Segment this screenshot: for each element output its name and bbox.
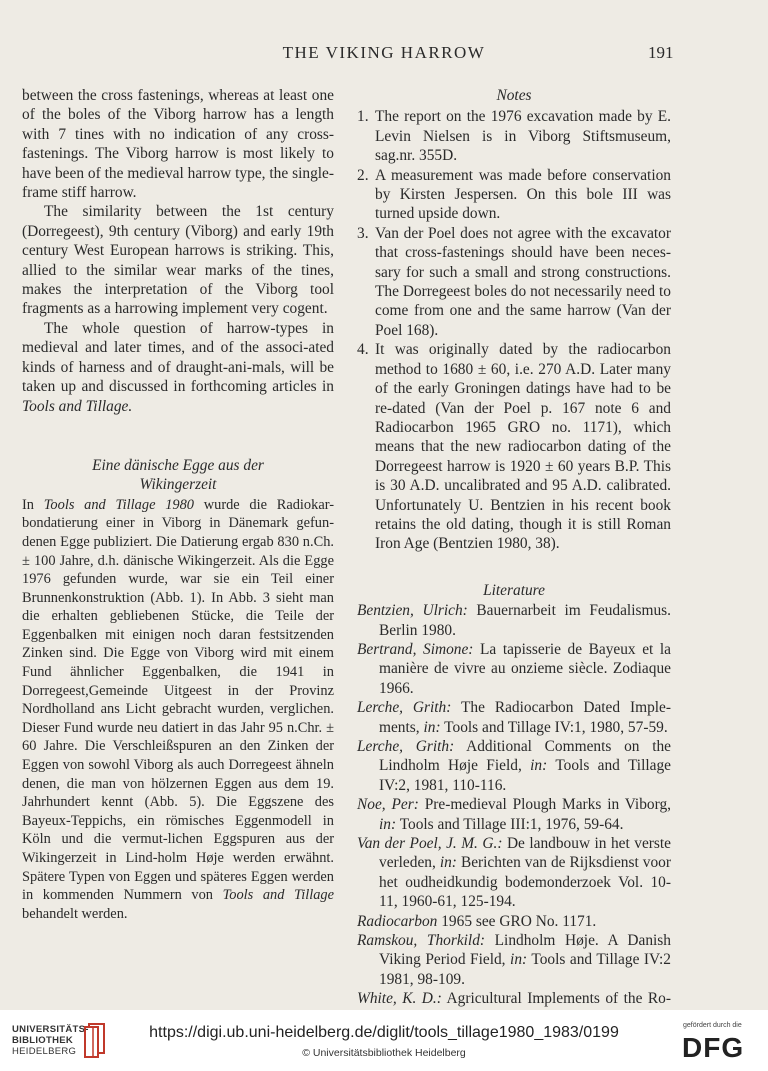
note-number: 2. <box>357 166 369 184</box>
note-item <box>357 166 671 224</box>
permalink-url[interactable]: https://digi.ub.uni-heidelberg.de/diglit/tools_tillage1980_1983/0199 <box>149 1024 619 1041</box>
reference-source: Tools and Tillage IV:2 1981, 98-109. <box>379 951 671 988</box>
reference-author: Lerche, Grith: <box>357 699 452 717</box>
reference-source: Tools and Tillage IV:1, 1980, 57-59. <box>444 718 668 736</box>
german-summary-heading <box>22 456 334 495</box>
german-summary <box>22 496 334 924</box>
library-line-1: UNIVERSITÄTS- <box>12 1024 89 1035</box>
note-item <box>357 340 671 553</box>
paragraph-text: The whole question of harrow-types in medieval and later times, and of the associ-ated kinds of harness and of draught-ani-mals, will be taken up and discussed in forthcoming articles in <box>22 319 334 396</box>
literature-list <box>357 601 671 1028</box>
german-heading-line-1: Eine dänische Egge aus der <box>92 456 264 474</box>
reference-author: Ramskou, Thorkild: <box>357 932 486 950</box>
left-column <box>22 86 334 923</box>
reference-title: Lindholm Høje. A Danish Viking Period Field, <box>379 932 671 969</box>
footer-bar <box>0 1010 768 1071</box>
reference-author: Lerche, Grith: <box>357 738 455 755</box>
reference-item <box>357 834 671 912</box>
note-number: 1. <box>357 108 369 126</box>
reference-title: Additional Comments on the Lindholm Høje Field, <box>379 738 672 775</box>
note-text: A measurement was made before conservation by Kirsten Jespersen. On this bole III was turned upside down. <box>375 166 671 223</box>
reference-source: Berichten van de Rijksdienst voor het oudheidkundig bodemonderzoek Vol. 10-11, 1960-61, 125-194. <box>379 854 671 911</box>
copyright-notice: © Universitätsbibliothek Heidelberg <box>302 1047 466 1059</box>
page-number: 191 <box>648 43 674 62</box>
note-item <box>357 224 671 340</box>
reference-author: Radiocarbon <box>357 912 438 930</box>
german-text: wurde die Radiokar-bondatierung einer in Viborg in Dänemark gefun-denen Egge publiziert. Die Datierung ergab 830 n.Ch. ± 100 Jahre, d.h. dänische Wikingerzeit. Als die Egge 1976 gefunden wurde, war sie ein Teil einer Brunnenkonstruktion (Abb. 1). In Abb. 3 sieht man die erhalten gebliebenen Stücke, die Teile der Eggenbalken mit einigen noch daran festsitzenden Zinken sind. Die Egge von Viborg wird mit einem Fund ähnlicher Eggenbalken, die 1941 in Dorregeest,Gemeinde Uitgeest in der Provinz Nordholland ans Licht gebracht wurden, verglichen. Dieser Fund wurde neu datiert in das Jahr 95 n.Chr. ± 60 Jahre. Die Verschleißspuren an den Zinken der Eggen von sowohl Viborg als auch Dorregeest ähneln denen, die man von hölzernen Eggen aus dem 19. Jahrhundert kennt (Abb. 5). Die Eggszene des Bayeux-Teppichs, ein römisches Eggenmodell in Köln und die vermut-lichen Eggspuren aus der Wikingerzeit in Lind-holm Høje werden erwähnt. Spätere Typen von Eggen und späteres Eggen werden in kommenden Nummern von <box>22 496 335 904</box>
reference-item <box>357 601 671 640</box>
reference-author: White, K. D.: <box>357 990 442 1008</box>
german-text-end: behandelt werden. <box>22 905 128 922</box>
dfg-logo: DFG <box>682 1032 745 1063</box>
note-text: Van der Poel does not agree with the excavator that cross-fastenings should have been neces-sary for such a small and strong constructions. The Dorregeest boles do not necessarily need to come from one and the same harrow (Van der Poel 168). <box>375 224 671 339</box>
reference-title: The Radiocarbon Dated Imple-ments, <box>379 699 671 736</box>
notes-list <box>357 107 671 553</box>
reference-source: La tapisserie de Bayeux et la manière de vivre au onzieme siècle. Zodiaque 1966. <box>379 640 671 697</box>
note-item <box>357 107 671 165</box>
funded-by-label: gefördert durch die <box>683 1022 742 1029</box>
note-number: 4. <box>357 341 369 359</box>
english-paragraph-3 <box>22 319 334 416</box>
library-line-2: BIBLIOTHEK <box>12 1035 74 1046</box>
english-paragraph-2: The similarity between the 1st century (Dorregeest), 9th century (Viborg) and early 19th century West European harrows is striking. This, allied to the similar wear marks of the tines, makes the interpretation of the Viborg tool fragments as a harrowing implement very cogent. <box>22 203 334 318</box>
reference-title: Pre-medieval Plough Marks in Viborg, <box>424 796 671 814</box>
note-text: The report on the 1976 excavation made by E. Levin Nielsen is in Viborg Stiftsmuseum, sag.nr. 355D. <box>375 108 671 165</box>
reference-author: Bentzien, Ulrich: <box>357 602 468 620</box>
reference-in: in: <box>439 854 457 872</box>
note-text: It was originally dated by the radiocarbon method to 1680 ± 60, i.e. 270 A.D. Later many of the early Groningen datings have had to be re-dated (Van der Poel p. 167 note 6 and Radiocarbon 1965 GRO no. 1171), which means that the new radiocarbon dating of the Dorregeest harrow is 1920 ± 60 years B.P. This is 30 A.D. uncalibrated and 95 A.D. calibrated. Unfortunately U. Bentzien in his recent book retains the old dating, though it is still Roman Iron Age (Bentzien 1980, 38). <box>375 341 671 553</box>
reference-in: in: <box>423 718 441 736</box>
reference-in: in: <box>530 757 548 775</box>
series-title: Tools and Tillage <box>222 887 335 904</box>
reference-title: De landbouw in het verste verleden, <box>379 835 671 872</box>
library-line-3: HEIDELBERG <box>12 1046 77 1057</box>
reference-item <box>357 640 671 698</box>
reference-item <box>357 912 671 931</box>
reference-author: Van der Poel, J. M. G.: <box>357 835 503 853</box>
reference-in: in: <box>510 951 528 969</box>
notes-heading: Notes <box>496 87 532 104</box>
reference-item <box>357 737 671 795</box>
reference-source: Tools and Tillage III:1, 1976, 59-64. <box>399 815 624 833</box>
reference-in: in: <box>379 815 397 833</box>
series-title: Tools and Tillage. <box>22 397 133 415</box>
reference-item <box>357 931 671 989</box>
series-title: Tools and Tillage 1980 <box>43 496 194 513</box>
note-number: 3. <box>357 224 369 242</box>
german-heading-line-2: Wikingerzeit <box>139 476 217 494</box>
reference-source: 1965 see GRO No. 1171. <box>441 912 597 930</box>
right-column <box>357 86 671 1028</box>
german-intro: In <box>22 496 34 513</box>
literature-heading: Literature <box>483 581 545 599</box>
reference-item <box>357 795 671 834</box>
reference-author: Bertrand, Simone: <box>357 640 474 658</box>
reference-source: Agricultural Implements of the Ro- <box>446 990 671 1008</box>
running-title: THE VIKING HARROW <box>282 43 486 62</box>
reference-item <box>357 698 671 737</box>
reference-source: Tools and Tillage IV:2, 1981, 110-116. <box>379 757 671 794</box>
reference-source: Bauernarbeit im Feudalismus. Berlin 1980. <box>379 602 671 639</box>
english-paragraph-1: between the cross fastenings, whereas at least one of the boles of the Viborg harrow has a length with 7 tines with no indication of any cross-fastenings. The Viborg harrow is most likely to have been of the medieval harrow type, the single-frame stiff harrow. <box>22 87 334 202</box>
reference-author: Noe, Per: <box>357 796 419 814</box>
